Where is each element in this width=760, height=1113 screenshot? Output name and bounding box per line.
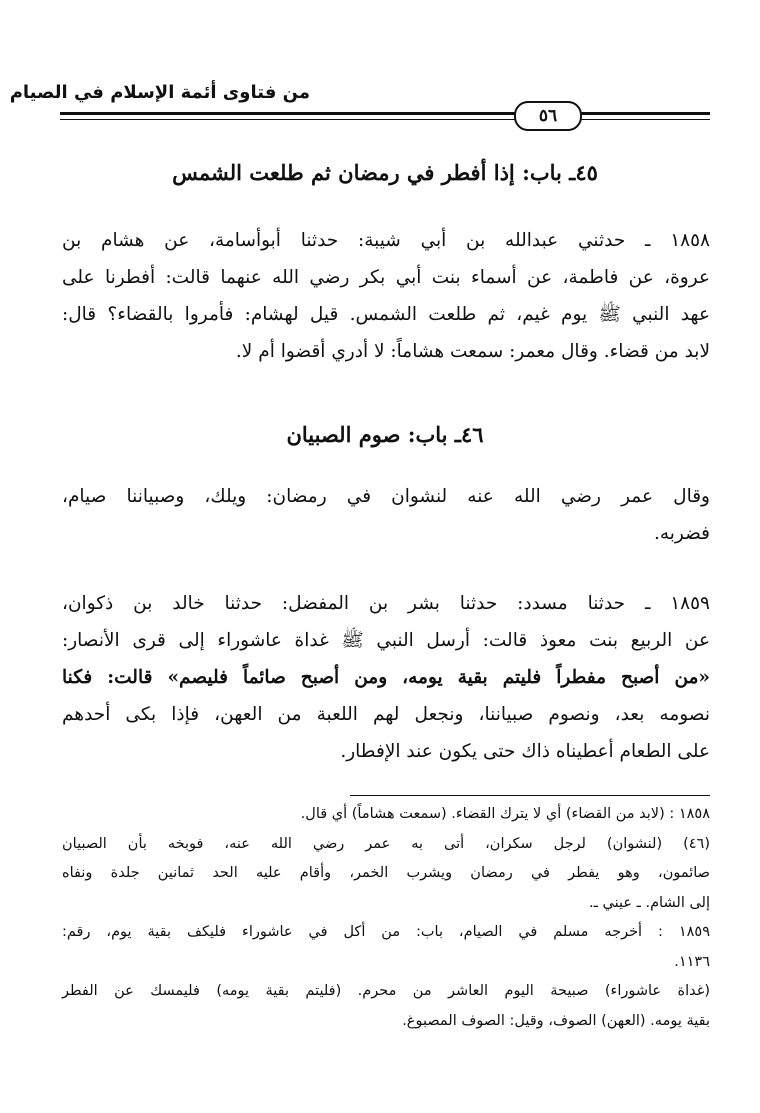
text-line: نصومه بعد، ونصوم صبياننا، ونجعل لهم اللعبة من العهن، فإذا بكى أحدهم — [62, 704, 710, 725]
footnote-line: ١١٣٦. — [674, 953, 710, 970]
footnote-line: بقية يومه. (العهن) الصوف، وقيل: الصوف المصبوغ. — [402, 1012, 710, 1029]
footnote-line: ١٨٥٩ : أخرجه مسلم في الصيام، باب: من أكل في عاشوراء فليكف بقية يوم، رقم: — [62, 924, 710, 940]
footnote-line: (٤٦) (لنشوان) لرجل سكران، أتى به عمر رضي الله عنه، فوبخه بأن الصبيان — [62, 835, 710, 852]
text-line: لابد من قضاء. وقال معمر: سمعت هشاماً: لا أدري أقضوا أم لا. — [235, 341, 710, 362]
text-line: على الطعام أعطيناه ذاك حتى يكون عند الإفطار. — [340, 741, 710, 762]
text-line: ١٨٥٩ ـ حدثنا مسدد: حدثنا بشر بن المفضل: حدثنا خالد بن ذكوان، — [62, 593, 710, 614]
footnotes — [62, 800, 710, 1036]
text-line: عن الربيع بنت معوذ قالت: أرسل النبي ﷺ غداة عاشوراء إلى قرى الأنصار: — [62, 630, 710, 651]
header-rule-thick — [60, 112, 710, 115]
hadith-1859 — [62, 585, 710, 770]
footnote-separator — [350, 795, 710, 796]
page-number: ٥٦ — [514, 101, 582, 131]
text-line: وقال عمر رضي الله عنه لنشوان في رمضان: ويلك، وصبياننا صيام، — [62, 486, 710, 507]
footnote-line: (غداة عاشوراء) صبيحة اليوم العاشر من محرم. (فليتم بقية يومه) فليمسك عن الفطر — [62, 983, 710, 999]
chapter-heading-46: ٤٦ـ باب: صوم الصبيان — [286, 422, 484, 447]
text-line: عروة، عن فاطمة، عن أسماء بنت أبي بكر رضي الله عنهما قالت: أفطرنا على — [62, 267, 710, 288]
hadith-1858 — [62, 222, 710, 370]
text-line: ١٨٥٨ ـ حدثني عبدالله بن أبي شيبة: حدثنا أبوأسامة، عن هشام بن — [62, 230, 710, 251]
running-title: من فتاوى أئمة الإسلام في الصيام — [9, 82, 310, 103]
chapter-heading-45: ٤٥ـ باب: إذا أفطر في رمضان ثم طلعت الشمس — [172, 160, 598, 185]
header-rule-thin — [60, 119, 710, 120]
text-line: فضربه. — [653, 523, 710, 544]
athar-umar — [62, 478, 710, 552]
text-line: عهد النبي ﷺ يوم غيم، ثم طلعت الشمس. قيل لهشام: فأمروا بالقضاء؟ قال: — [62, 304, 710, 325]
footnote-line: ١٨٥٨ : (لابد من القضاء) أي لا يترك القضاء. (سمعت هشاماً) أي قال. — [300, 806, 710, 822]
text-line: «من أصبح مفطراً فليتم بقية يومه، ومن أصبح صائماً فليصم» قالت: فكنا — [62, 667, 710, 688]
footnote-line: صائمون، وهو يفطر في رمضان ويشرب الخمر، وأقام عليه الحد ثمانين جلدة ونفاه — [62, 865, 710, 881]
footnote-line: إلى الشام. ـ عيني ـ. — [589, 894, 710, 911]
